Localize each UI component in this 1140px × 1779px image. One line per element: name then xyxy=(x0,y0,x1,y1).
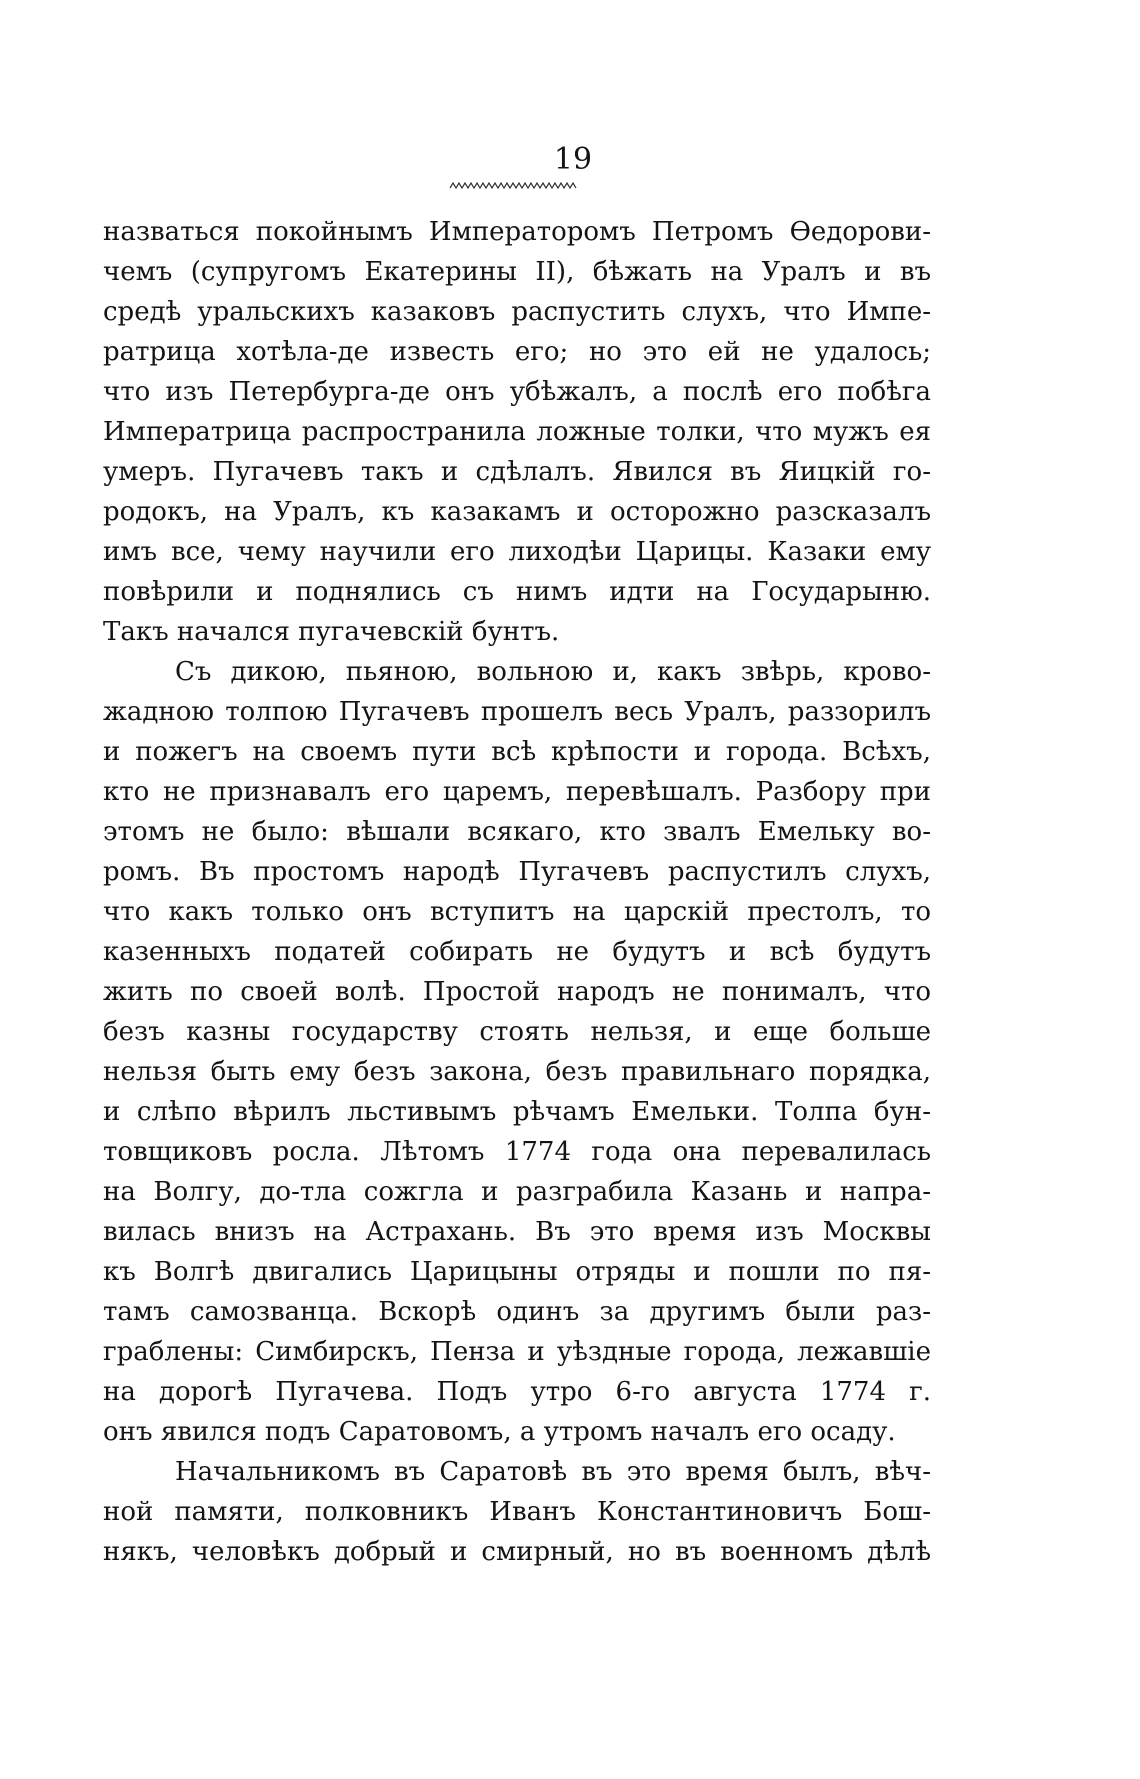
page-body-text xyxy=(103,212,931,1572)
text-line: вилась внизъ на Астрахань. Въ это время изъ Москвы xyxy=(103,1217,931,1247)
text-line: онъ явился подъ Саратовомъ, а утромъ началъ его осаду. xyxy=(103,1417,896,1447)
text-line: назваться покойнымъ Императоромъ Петромъ Ѳедорови- xyxy=(103,217,931,247)
text-line: някъ, человѣкъ добрый и смирный, но въ военномъ дѣлѣ xyxy=(103,1537,931,1567)
text-line: товщиковъ росла. Лѣтомъ 1774 года она перевалилась xyxy=(103,1137,931,1167)
text-line: нельзя быть ему безъ закона, безъ правильнаго порядка, xyxy=(103,1057,931,1087)
text-line: чемъ (супругомъ Екатерины II), бѣжать на Уралъ и въ xyxy=(103,257,931,287)
text-line: этомъ не было: вѣшали всякаго, кто звалъ Емельку во- xyxy=(103,817,931,847)
text-line: имъ все, чему научили его лиходѣи Царицы. Казаки ему xyxy=(103,537,931,567)
text-line: граблены: Симбирскъ, Пенза и уѣздные города, лежавшіе xyxy=(103,1337,931,1367)
paragraph-3 xyxy=(103,1452,931,1572)
text-line: родокъ, на Уралъ, къ казакамъ и осторожно разсказалъ xyxy=(103,497,931,527)
text-line: умеръ. Пугачевъ такъ и сдѣлалъ. Явился въ Яицкій го- xyxy=(103,457,931,487)
ornament-rule-icon xyxy=(449,180,582,192)
text-line: Такъ начался пугачевскій бунтъ. xyxy=(103,617,560,647)
text-line: на дорогѣ Пугачева. Подъ утро 6-го августа 1774 г. xyxy=(103,1377,931,1407)
page-number: 19 xyxy=(553,142,593,177)
text-line: на Волгу, до-тла сожгла и разграбила Казань и напра- xyxy=(103,1177,931,1207)
text-line: и пожегъ на своемъ пути всѣ крѣпости и города. Всѣхъ, xyxy=(103,737,931,767)
text-line: что изъ Петербурга-де онъ убѣжалъ, а послѣ его побѣга xyxy=(103,377,931,407)
text-line: кто не признавалъ его царемъ, перевѣшалъ. Разбору при xyxy=(103,777,931,807)
text-line: средѣ уральскихъ казаковъ распустить слухъ, что Импе- xyxy=(103,297,931,327)
text-line: жить по своей волѣ. Простой народъ не понималъ, что xyxy=(103,977,931,1007)
text-line: повѣрили и поднялись съ нимъ идти на Государыню. xyxy=(103,577,931,607)
text-line: ратрица хотѣла-де известь его; но это ей не удалось; xyxy=(103,337,931,367)
text-line: жадною толпою Пугачевъ прошелъ весь Уралъ, раззорилъ xyxy=(103,697,931,727)
text-line: что какъ только онъ вступитъ на царскій престолъ, то xyxy=(103,897,931,927)
text-line: и слѣпо вѣрилъ льстивымъ рѣчамъ Емельки. Толпа бун- xyxy=(103,1097,931,1127)
text-line: казенныхъ податей собирать не будутъ и всѣ будутъ xyxy=(103,937,931,967)
paragraph-1 xyxy=(103,212,931,652)
text-line: Начальникомъ въ Саратовѣ въ это время былъ, вѣч- xyxy=(175,1457,931,1487)
text-line: тамъ самозванца. Вскорѣ одинъ за другимъ были раз- xyxy=(103,1297,931,1327)
text-line: Императрица распространила ложные толки, что мужъ ея xyxy=(103,417,931,447)
text-line: безъ казны государству стоять нельзя, и еще больше xyxy=(103,1017,931,1047)
paragraph-2 xyxy=(103,652,931,1452)
text-line: Съ дикою, пьяною, вольною и, какъ звѣрь, крово- xyxy=(175,657,931,687)
text-line: ной памяти, полковникъ Иванъ Константиновичъ Бош- xyxy=(103,1497,931,1527)
text-line: къ Волгѣ двигались Царицыны отряды и пошли по пя- xyxy=(103,1257,931,1287)
text-line: ромъ. Въ простомъ народѣ Пугачевъ распустилъ слухъ, xyxy=(103,857,931,887)
